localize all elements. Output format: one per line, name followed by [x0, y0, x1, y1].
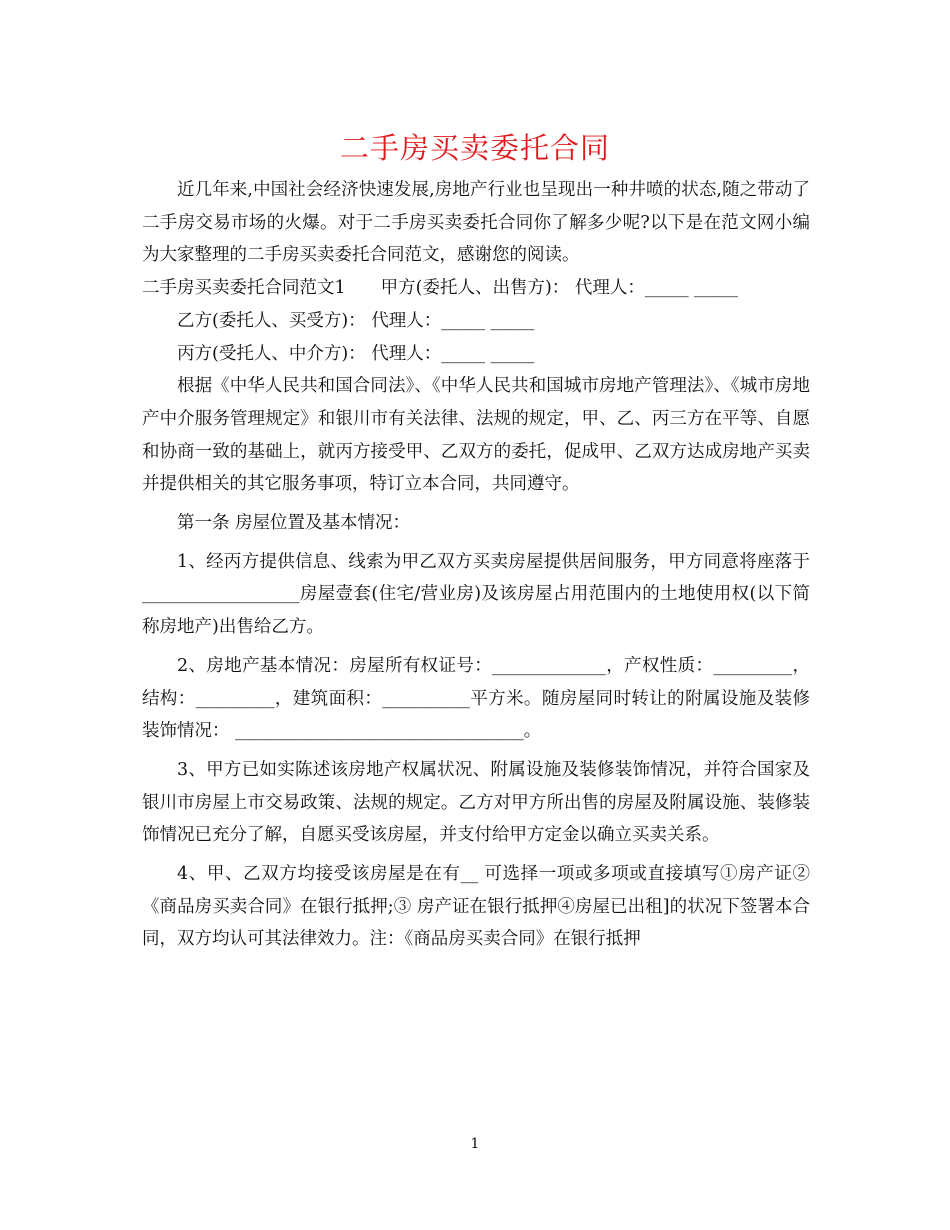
party-c-line: 丙方(受托人、中介方)： 代理人：_____ _____	[177, 343, 535, 364]
intro-paragraph: 近几年来,中国社会经济快速发展,房地产行业也呈现出一种井喷的状态,随之带动了二手房交易市场的火爆。对于二手房买卖委托合同你了解多少呢?以下是在范文网小编为大家整理的二手房买卖委托合同范文，感谢您的阅读。	[142, 180, 810, 266]
clause-1: 1、经丙方提供信息、线索为甲乙双方买卖房屋提供居间服务，甲方同意将座落于__________________房屋壹套(住宅/营业房)及该房屋占用范围内的土地使用权(以下简称房地产)出售给乙方。	[142, 551, 810, 638]
page-number: 1	[470, 1136, 480, 1152]
document-title: 二手房买卖委托合同	[339, 131, 610, 165]
clause-2: 2、房地产基本情况：房屋所有权证号：_____________，产权性质：_________，结构：_________，建筑面积：__________平方米。随房屋同时转让的附属设施及装修装饰情况： _________________________________。	[142, 655, 810, 742]
document-body	[142, 174, 810, 956]
clause-4: 4、甲、乙双方均接受该房屋是在有__ 可选择一项或多项或直接填写①房产证②《商品房买卖合同》在银行抵押;③ 房产证在银行抵押④房屋已出租]的状况下签署本合同，双方均认可其法律效力。注：《商品房买卖合同》在银行抵押	[142, 864, 810, 950]
party-b-line: 乙方(委托人、买受方)： 代理人：_____ _____	[177, 310, 535, 331]
legal-basis-paragraph: 根据《中华人民共和国合同法》、《中华人民共和国城市房地产管理法》、《城市房地产中介服务管理规定》和银川市有关法律、法规的规定，甲、乙、丙三方在平等、自愿和协商一致的基础上，就丙方接受甲、乙双方的委托，促成甲、乙双方达成房地产买卖并提供相关的其它服务事项，特订立本合同，共同遵守。	[142, 376, 810, 495]
party-a-line: 二手房买卖委托合同范文1 甲方(委托人、出售方)： 代理人：_____ _____	[142, 278, 738, 299]
clause-3: 3、甲方已如实陈述该房地产权属状况、附属设施及装修装饰情况，并符合国家及银川市房屋上市交易政策、法规的规定。乙方对甲方所出售的房屋及附属设施、装修装饰情况已充分了解，自愿买受该房屋，并支付给甲方定金以确立买卖关系。	[142, 759, 810, 846]
article-1-heading: 第一条 房屋位置及基本情况：	[177, 513, 411, 534]
